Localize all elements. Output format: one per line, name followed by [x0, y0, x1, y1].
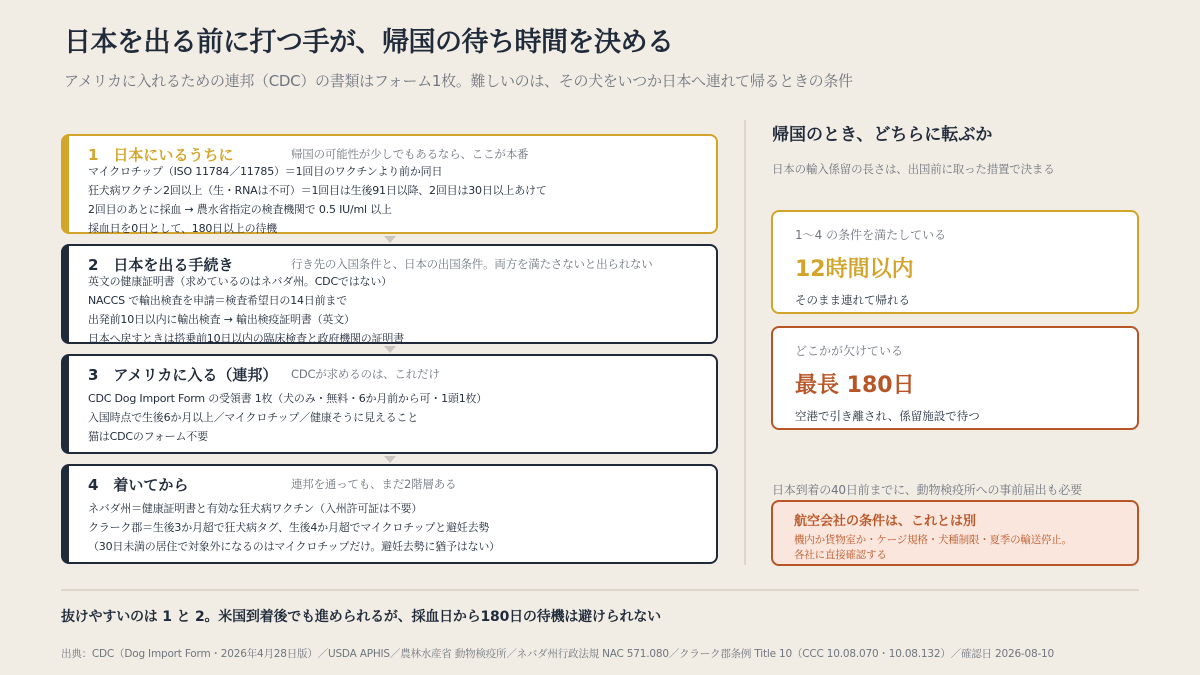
- outcome-card-pass: [771, 210, 1139, 314]
- step-lines: [88, 162, 547, 238]
- step-line: 出発前10日以内に輸出検査 → 輸出検疫証明書（英文）: [88, 313, 355, 326]
- step-line: 狂犬病ワクチン2回以上（生・RNAは不可）＝1回目は生後91日以降、2回目は30日以上あけて: [88, 184, 547, 197]
- step-note: 連邦を通っても、まだ2階層ある: [291, 477, 457, 491]
- step-heading: 2 日本を出る手続き: [88, 256, 234, 274]
- step-line: クラーク郡＝生後3か月超で狂犬病タグ、生後4か月超でマイクロチップと避妊去勢: [88, 521, 490, 534]
- takeaway-text: 抜けやすいのは 1 と 2。米国到着後でも進められるが、採血日から180日の待機は避けられない: [61, 609, 661, 625]
- step-heading: 3 アメリカに入る（連邦）: [88, 366, 278, 384]
- outcome-result: 12時間以内: [795, 257, 914, 282]
- step-lines: [88, 272, 404, 348]
- step-line: （30日未満の居住で対象外になるのはマイクロチップだけ。避妊去勢に猶予はない）: [88, 540, 500, 553]
- step-lines: [88, 499, 500, 556]
- step-line: 採血日を0日として、180日以上の待機: [88, 222, 277, 235]
- step-note: 行き先の入国条件と、日本の出国条件。両方を満たさないと出られない: [291, 257, 653, 271]
- outcome-result: 最長 180日: [795, 373, 915, 398]
- page-title: 日本を出る前に打つ手が、帰国の待ち時間を決める: [64, 27, 674, 58]
- step-line: CDC Dog Import Form の受領書 1枚（犬のみ・無料・6か月前から可・1頭1枚）: [88, 392, 488, 405]
- column-divider: [744, 120, 746, 565]
- prenotice-note: 日本到着の40日前までに、動物検疫所への事前届出も必要: [772, 483, 1082, 497]
- footer-divider: [61, 589, 1139, 591]
- step-line: 2回目のあとに採血 → 農水省指定の検査機関で 0.5 IU/ml 以上: [88, 203, 392, 216]
- outcome-card-fail: [771, 326, 1139, 430]
- step-1-card: [61, 134, 718, 234]
- step-line: 猫はCDCのフォーム不要: [88, 430, 208, 443]
- page-subtitle: アメリカに入れるための連邦（CDC）の書類はフォーム1枚。難しいのは、その犬をいつか日本へ連れて帰るときの条件: [64, 72, 853, 90]
- outcome-condition: どこかが欠けている: [795, 344, 904, 358]
- side-note: 日本の輸入係留の長さは、出国前に取った措置で決まる: [772, 162, 1055, 176]
- airline-line: 各社に直接確認する: [794, 549, 887, 561]
- step-line: 入国時点で生後6か月以上／マイクロチップ／健康そうに見えること: [88, 411, 419, 424]
- step-line: 英文の健康証明書（求めているのはネバダ州。CDCではない）: [88, 275, 392, 288]
- step-heading: 1 日本にいるうちに: [88, 146, 234, 164]
- down-arrow-icon: [384, 236, 396, 243]
- side-title: 帰国のとき、どちらに転ぶか: [772, 125, 993, 145]
- step-note: CDCが求めるのは、これだけ: [291, 367, 440, 381]
- outcome-condition: 1〜4 の条件を満たしている: [795, 228, 947, 242]
- step-4-card: [61, 464, 718, 564]
- step-2-card: [61, 244, 718, 344]
- down-arrow-icon: [384, 456, 396, 463]
- airline-callout: [771, 500, 1139, 566]
- step-line: マイクロチップ（ISO 11784／11785）＝1回目のワクチンより前か同日: [88, 165, 443, 178]
- airline-heading: 航空会社の条件は、これとは別: [794, 514, 977, 529]
- step-line: NACCS で輸出検査を申請＝検査希望日の14日前まで: [88, 294, 347, 307]
- outcome-detail: 空港で引き離され、係留施設で待つ: [795, 409, 980, 423]
- step-heading: 4 着いてから: [88, 476, 189, 494]
- step-3-card: [61, 354, 718, 454]
- outcome-detail: そのまま連れて帰れる: [795, 293, 910, 307]
- airline-line: 機内か貨物室か・ケージ規格・犬種制限・夏季の輸送停止。: [794, 534, 1072, 546]
- step-line: ネバダ州＝健康証明書と有効な狂犬病ワクチン（入州許可証は不要）: [88, 502, 423, 515]
- step-lines: [88, 389, 487, 446]
- step-line: 日本へ戻すときは搭乗前10日以内の臨床検査と政府機関の証明書: [88, 332, 404, 345]
- step-note: 帰国の可能性が少しでもあるなら、ここが本番: [291, 147, 529, 161]
- down-arrow-icon: [384, 346, 396, 353]
- source-citation: 出典：CDC（Dog Import Form・2026年4月28日版）／USDA APHIS／農林水産省 動物検疫所／ネバダ州行政法規 NAC 571.080／クラーク郡条例 Title 10（CCC 10.08.070・10.08.132）／確認日 2026-08-10: [61, 648, 1055, 660]
